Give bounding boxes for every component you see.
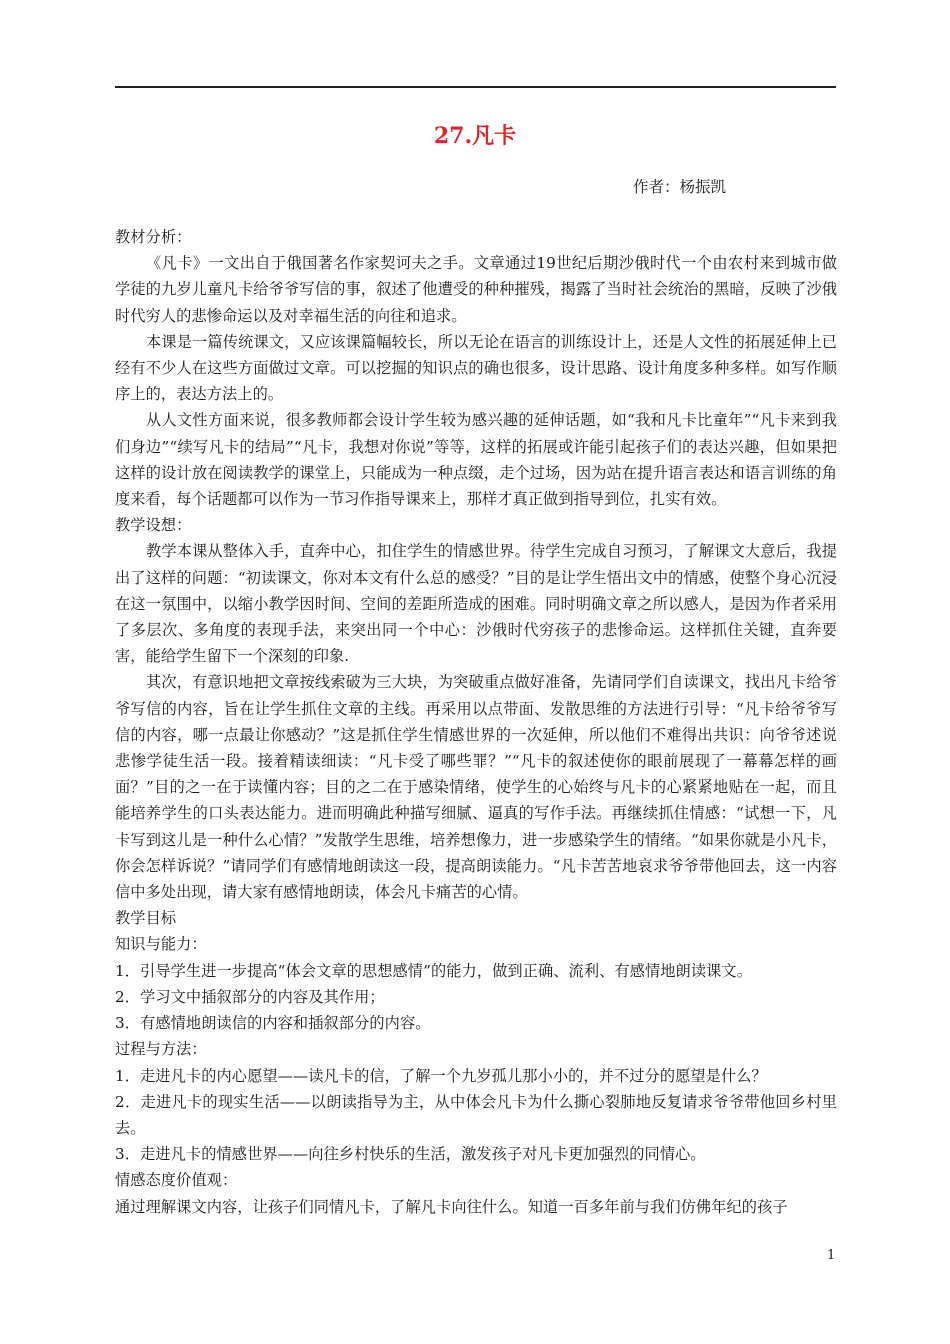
knowledge-item-3: 3．有感情地朗读信的内容和插叙部分的内容。	[115, 1014, 431, 1033]
knowledge-item-2: 2．学习文中插叙部分的内容及其作用；	[115, 987, 385, 1006]
design-paragraph-1: 教学本课从整体入手，直奔中心，扣住学生的情感世界。待学生完成自习预习，了解课文大意后，我提出了这样的问题：“初读课文，你对本文有什么总的感受？”目的是让学生悟出文中的情感，使整个身心沉浸在这一氛围中，以缩小教学因时间、空间的差距所造成的困难。同时明确文章之所以感人，是因为作者采用了多层次、多角度的表现手法，来突出同一个中心：沙俄时代穷孩子的悲惨命运。这样抓住关键，直奔要害，能给学生留下一个深刻的印象.	[115, 542, 837, 666]
analysis-paragraph-1: 《凡卡》一文出自于俄国著名作家契诃夫之手。文章通过19世纪后期沙俄时代一个由农村来到城市做学徒的九岁儿童凡卡给爷爷写信的事，叙述了他遭受的种种摧残，揭露了当时社会统治的黑暗，反映了沙俄时代穷人的悲惨命运以及对幸福生活的向往和追求。	[115, 254, 837, 325]
design-heading: 教学设想：	[115, 516, 192, 535]
process-item-3: 3．走进凡卡的情感世界——向往乡村快乐的生活，激发孩子对凡卡更加强烈的同情心。	[115, 1145, 706, 1164]
page-title: 27.凡卡	[433, 123, 517, 149]
goals-heading: 教学目标	[115, 909, 177, 928]
analysis-heading: 教材分析：	[115, 228, 192, 246]
analysis-paragraph-2: 本课是一篇传统课文，又应该课篇幅较长，所以无论在语言的训练设计上，还是人文性的拓展延伸上已经有不少人在这些方面做过文章。可以挖掘的知识点的确也很多，设计思路、设计角度多种多样。如写作顺序上的，表达方法上的。	[115, 332, 837, 404]
attitude-paragraph-1: 通过理解课文内容，让孩子们同情凡卡，了解凡卡向往什么。知道一百多年前与我们仿佛年纪的孩子	[115, 1197, 788, 1216]
process-item-1: 1．走进凡卡的内心愿望——读凡卡的信，了解一个九岁孤儿那小小的，并不过分的愿望是什么？	[115, 1066, 767, 1085]
knowledge-item-1: 1．引导学生进一步提高“体会文章的思想感情”的能力，做到正确、流利、有感情地朗读课文。	[115, 961, 752, 980]
analysis-paragraph-3: 从人文性方面来说，很多教师都会设计学生较为感兴趣的延伸话题，如“我和凡卡比童年”“凡卡来到我们身边”“续写凡卡的结局”“凡卡，我想对你说”等等，这样的拓展或许能引起孩子们的表达兴趣，但如果把这样的设计放在阅读教学的课堂上，只能成为一种点缀，走个过场，因为站在提升语言表达和语言训练的角度来看，每个话题都可以作为一节习作指导课来上，那样才真正做到指导到位，扎实有效。	[115, 411, 837, 509]
header-rule	[115, 86, 836, 88]
page-number: 1	[827, 1248, 836, 1263]
knowledge-heading: 知识与能力：	[115, 935, 207, 954]
design-paragraph-2: 其次，有意识地把文章按线索破为三大块，为突破重点做好准备，先请同学们自读课文，找出凡卡给爷爷写信的内容，旨在让学生抓住文章的主线。再采用以点带面、发散思维的方法进行引导：“凡卡给爷爷写信的内容，哪一点最让你感动？”这是抓住学生情感世界的一次延伸，所以他们不难得出共识：向爷爷述说悲惨学徒生活一段。接着精读细读：“凡卡受了哪些罪？”“凡卡的叙述使你的眼前展现了一幕幕怎样的画面？”目的之一在于读懂内容；目的之二在于感染情绪，使学生的心始终与凡卡的心紧紧地贴在一起，而且能培养学生的口头表达能力。进而明确此种描写细腻、逼真的写作手法。再继续抓住情感：“试想一下，凡卡写到这儿是一种什么心情？”发散学生思维，培养想像力，进一步感染学生的情绪。“如果你就是小凡卡，你会怎样诉说？”请同学们有感情地朗读这一段，提高朗读能力。“凡卡苦苦地哀求爷爷带他回去，这一内容信中多处出现，请大家有感情地朗读，体会凡卡痛苦的心情。	[115, 673, 837, 902]
document-body	[115, 224, 837, 1220]
process-heading: 过程与方法：	[115, 1040, 207, 1059]
attitude-heading: 情感态度价值观：	[115, 1171, 238, 1190]
author-line: 作者：杨振凯	[633, 178, 727, 196]
process-item-2: 2．走进凡卡的现实生活——以朗读指导为主，从中体会凡卡为什么撕心裂肺地反复请求爷爷带他回乡村里去。	[115, 1092, 837, 1137]
